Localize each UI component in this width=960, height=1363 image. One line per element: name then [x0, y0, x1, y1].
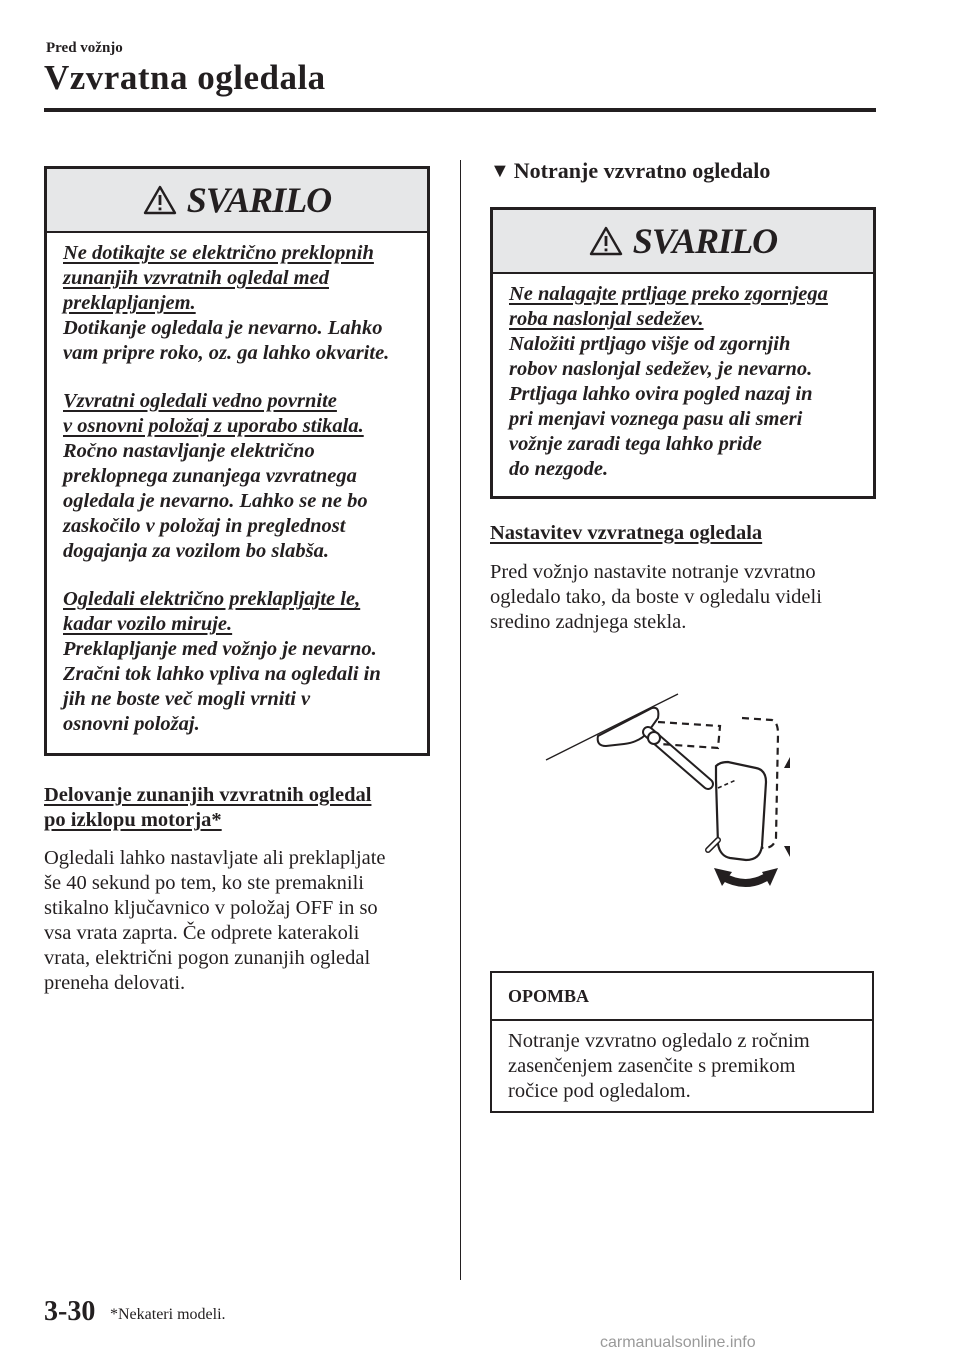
warning-title: SVARILO: [632, 221, 778, 261]
section-body-exterior-mirrors: [44, 846, 386, 996]
warning-emphasis: Ogledali električno preklapljajte le,: [63, 588, 361, 610]
warning-header: [47, 169, 427, 233]
footnote: *Nekateri modeli.: [110, 1306, 226, 1323]
triangle-marker-icon: ▼: [490, 159, 510, 182]
heading-line: Nastavitev vzvratnega ogledala: [490, 522, 763, 544]
warning-text: vožnje zaradi tega lahko pride: [509, 433, 762, 455]
note-box: [490, 971, 874, 1113]
warning-emphasis: zunanjih vzvratnih ogledal med: [63, 267, 329, 289]
column-heading: [490, 158, 770, 184]
warning-emphasis: kadar vozilo miruje.: [63, 613, 233, 635]
watermark: carmanualsonline.info: [600, 1334, 756, 1351]
warning-emphasis: preklapljanjem.: [63, 292, 196, 314]
column-divider: [460, 160, 461, 1280]
note-body: [492, 1021, 872, 1104]
section-heading-exterior-mirrors: [44, 783, 371, 833]
heading-line: po izklopu motorja*: [44, 809, 222, 831]
warning-body: [493, 274, 873, 492]
note-title: OPOMBA: [492, 973, 872, 1021]
body-line: ogledalo tako, da boste v ogledalu videli: [490, 586, 822, 608]
warning-triangle-icon: [589, 226, 623, 256]
warning-paragraph: [63, 587, 413, 737]
warning-emphasis: Ne nalagajte prtljage preko zgornjega: [509, 283, 828, 305]
warning-text: osnovni položaj.: [63, 713, 200, 735]
warning-body: [47, 233, 427, 747]
warning-text: ogledala je nevarno. Lahko se ne bo: [63, 490, 368, 512]
column-heading-text: Notranje vzvratno ogledalo: [513, 158, 771, 183]
warning-text: Ročno nastavljanje električno: [63, 440, 315, 462]
warning-text: dogajanja za vozilom bo slabša.: [63, 540, 329, 562]
section-body-mirror-adjust: [490, 560, 822, 635]
warning-emphasis: roba naslonjal sedežev.: [509, 308, 704, 330]
body-line: preneha delovati.: [44, 972, 186, 994]
windshield-line: [546, 694, 678, 760]
warning-text: pri menjavi voznega pasu ali smeri: [509, 408, 803, 430]
body-line: vrata, električni pogon zunanjih ogledal: [44, 947, 371, 969]
rearview-mirror-illustration: [540, 688, 790, 898]
warning-text: jih ne boste več mogli vrniti v: [63, 688, 311, 710]
body-line: stikalno ključavnico v položaj OFF in so: [44, 897, 378, 919]
title-rule: [44, 108, 876, 112]
heading-line: Delovanje zunanjih vzvratnih ogledal: [44, 784, 372, 806]
warning-text: Zračni tok lahko vpliva na ogledali in: [63, 663, 381, 685]
warning-box-right: [490, 207, 876, 499]
note-line: zasenčenjem zasenčite s premikom: [508, 1055, 796, 1077]
body-line: sredino zadnjega stekla.: [490, 611, 687, 633]
warning-triangle-icon: [143, 185, 177, 215]
warning-text: Dotikanje ogledala je nevarno. Lahko: [63, 317, 383, 339]
page-number: 3-30: [44, 1296, 96, 1327]
page-title: Vzvratna ogledala: [44, 58, 326, 97]
warning-emphasis: Vzvratni ogledali vedno povrnite: [63, 390, 337, 412]
body-line: Pred vožnjo nastavite notranje vzvratno: [490, 561, 816, 583]
warning-paragraph: [63, 389, 413, 564]
warning-text: robov naslonjal sedežev, je nevarno.: [509, 358, 813, 380]
warning-text: do nezgode.: [509, 458, 609, 480]
warning-emphasis: Ne dotikajte se električno preklopnih: [63, 242, 374, 264]
warning-paragraph: [63, 241, 413, 366]
warning-paragraph: [509, 282, 859, 482]
mirror-body: [716, 762, 766, 860]
body-line: še 40 sekund po tem, ko ste premaknili: [44, 872, 364, 894]
note-line: ročice pod ogledalom.: [508, 1080, 691, 1102]
warning-text: Prtljaga lahko ovira pogled nazaj in: [509, 383, 813, 405]
vertical-adjust-arrow-icon: [784, 746, 790, 868]
warning-text: preklopnega zunanjega vzvratnega: [63, 465, 357, 487]
note-line: Notranje vzvratno ogledalo z ročnim: [508, 1030, 810, 1052]
warning-text: vam pripre roko, oz. ga lahko okvarite.: [63, 342, 390, 364]
warning-title: SVARILO: [186, 180, 332, 220]
warning-box-left: [44, 166, 430, 756]
section-label: Pred vožnjo: [46, 40, 123, 56]
warning-emphasis: v osnovni položaj z uporabo stikala.: [63, 415, 364, 437]
warning-text: Preklapljanje med vožnjo je nevarno.: [63, 638, 377, 660]
body-line: Ogledali lahko nastavljate ali preklapljate: [44, 847, 386, 869]
body-line: vsa vrata zaprta. Če odprete katerakoli: [44, 922, 360, 944]
section-heading-mirror-adjust: [490, 521, 762, 546]
warning-text: zaskočilo v položaj in preglednost: [63, 515, 346, 537]
rotate-adjust-arrow-icon: [714, 868, 778, 886]
warning-text: Naložiti prtljago višje od zgornjih: [509, 333, 791, 355]
warning-header: [493, 210, 873, 274]
mirror-alt-position-top: [658, 722, 720, 748]
